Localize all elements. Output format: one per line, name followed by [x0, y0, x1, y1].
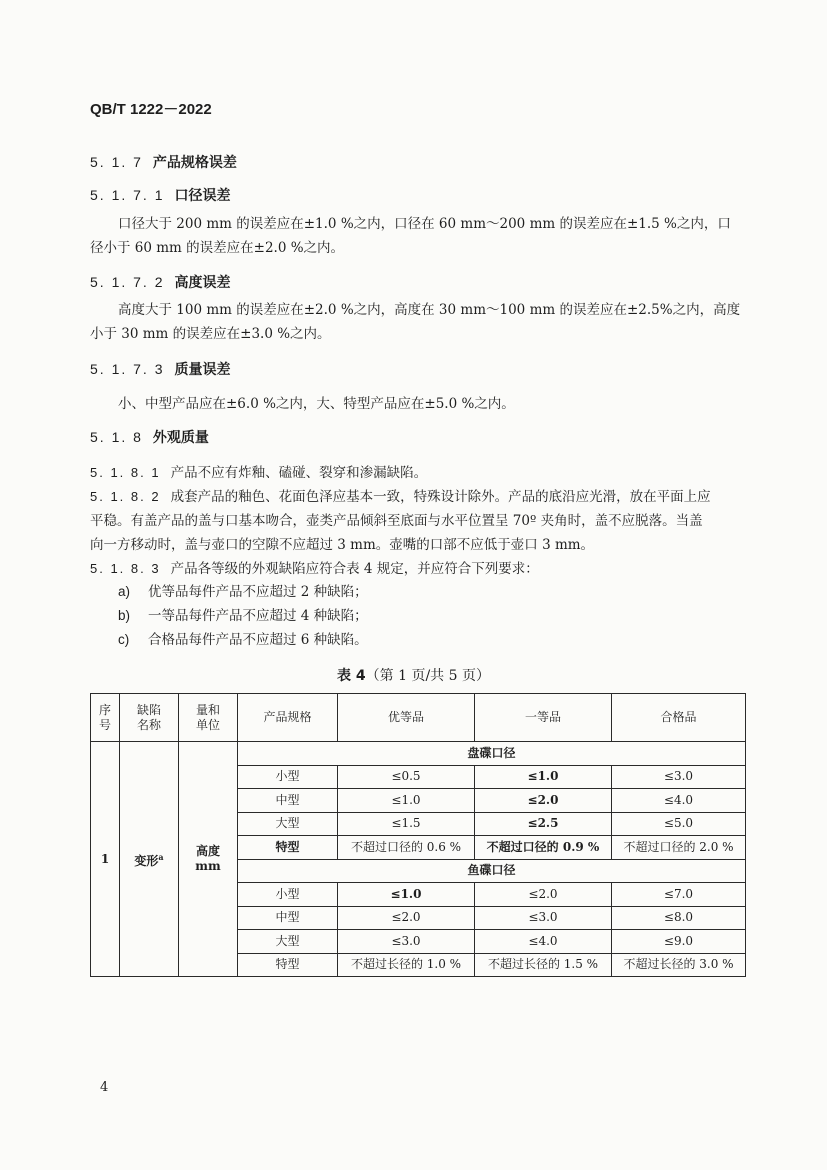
standard-number: QB/T 1222－2022: [90, 101, 212, 118]
cell-grade-premium: ≤1.0: [338, 883, 475, 907]
header-unit: 量和 单位: [179, 694, 238, 742]
cell-grade-first: ≤3.0: [475, 906, 612, 930]
section-heading-5-1-7-2: [90, 272, 230, 292]
cell-size: 特型: [238, 836, 338, 860]
table-caption: [0, 665, 827, 685]
section-label-fish-plate-diameter: 鱼碟口径: [238, 859, 746, 883]
cell-grade-first: ≤4.0: [475, 930, 612, 954]
table-caption-pages: （第 1 页/共 5 页）: [365, 668, 490, 684]
list-text: 合格品每件产品不应超过 6 种缺陷。: [148, 632, 368, 648]
cell-grade-qualified: ≤4.0: [612, 789, 746, 813]
section-heading-5-1-7-1: [90, 185, 230, 205]
header-seq: 序 号: [91, 694, 120, 742]
header-spec: 产品规格: [238, 694, 338, 742]
section-number: 5. 1. 8: [90, 429, 143, 445]
list-item: [118, 580, 368, 600]
list-text: 优等品每件产品不应超过 2 种缺陷；: [148, 584, 368, 600]
paragraph-line: 高度大于 100 mm 的误差应在±2.0 %之内，高度在 30 mm～100 mm 的误差应在±2.5%之内，高度: [118, 302, 741, 318]
section-title: 口径误差: [174, 188, 231, 204]
list-item: [118, 628, 368, 648]
clause-line: 向一方移动时，盖与壶口的空隙不应超过 3 mm。壶嘴的口部不应低于壶口 3 mm。: [90, 537, 595, 553]
cell-grade-premium: ≤0.5: [338, 765, 475, 789]
cell-grade-qualified: 不超过口径的 2.0 %: [612, 836, 746, 860]
cell-grade-first: ≤2.0: [475, 883, 612, 907]
section-number: 5. 1. 7. 2: [90, 274, 165, 290]
table-caption-number: 表 4: [337, 668, 366, 684]
paragraph-line: 口径大于 200 mm 的误差应在±1.0 %之内，口径在 60 mm～200 mm 的误差应在±1.5 %之内，口: [118, 216, 731, 232]
clause-5-1-8-2: [90, 485, 711, 505]
section-number: 5. 1. 7. 3: [90, 361, 165, 377]
section-title: 产品规格误差: [152, 155, 237, 171]
cell-size: 大型: [238, 812, 338, 836]
list-label: b): [118, 608, 131, 623]
clause-number: 5. 1. 8. 3: [90, 561, 161, 576]
header-grade-first: 一等品: [475, 694, 612, 742]
cell-grade-qualified: ≤3.0: [612, 765, 746, 789]
section-number: 5. 1. 7: [90, 154, 143, 170]
cell-grade-first: ≤2.0: [475, 789, 612, 813]
clause-number: 5. 1. 8. 1: [90, 465, 161, 480]
clause-text: 产品不应有炸釉、磕碰、裂穿和渗漏缺陷。: [170, 465, 428, 481]
section-heading-5-1-8: [90, 427, 209, 447]
cell-grade-premium: ≤1.0: [338, 789, 475, 813]
list-item: [118, 604, 368, 624]
section-title: 外观质量: [152, 430, 209, 446]
cell-grade-qualified: ≤5.0: [612, 812, 746, 836]
cell-grade-qualified: ≤7.0: [612, 883, 746, 907]
clause-5-1-8-1: [90, 461, 427, 481]
cell-unit: 高度 mm: [179, 742, 238, 977]
cell-size: 中型: [238, 789, 338, 813]
header-grade-qualified: 合格品: [612, 694, 746, 742]
defect-table: [90, 693, 746, 977]
clause-5-1-8-3: [90, 557, 539, 577]
cell-size: 小型: [238, 883, 338, 907]
cell-grade-first: 不超过长径的 1.5 %: [475, 953, 612, 977]
section-heading-5-1-7-3: [90, 359, 230, 379]
cell-grade-qualified: ≤8.0: [612, 906, 746, 930]
section-number: 5. 1. 7. 1: [90, 187, 165, 203]
cell-grade-first: 不超过口径的 0.9 %: [475, 836, 612, 860]
clause-text: 成套产品的釉色、花面色泽应基本一致，特殊设计除外。产品的底沿应光滑，放在平面上应: [170, 489, 711, 505]
section-title: 高度误差: [174, 275, 231, 291]
cell-grade-premium: 不超过口径的 0.6 %: [338, 836, 475, 860]
cell-size: 特型: [238, 953, 338, 977]
header-grade-premium: 优等品: [338, 694, 475, 742]
list-text: 一等品每件产品不应超过 4 种缺陷；: [148, 608, 368, 624]
section-label-plate-diameter: 盘碟口径: [238, 742, 746, 766]
cell-grade-qualified: ≤9.0: [612, 930, 746, 954]
list-label: a): [118, 584, 131, 599]
cell-grade-premium: 不超过长径的 1.0 %: [338, 953, 475, 977]
header-defect: 缺陷 名称: [120, 694, 179, 742]
cell-grade-premium: ≤3.0: [338, 930, 475, 954]
clause-number: 5. 1. 8. 2: [90, 489, 161, 504]
cell-grade-first: ≤2.5: [475, 812, 612, 836]
cell-defect: 变形$^a$: [120, 742, 179, 977]
cell-grade-qualified: 不超过长径的 3.0 %: [612, 953, 746, 977]
page-number: 4: [100, 1080, 109, 1095]
table-header-row: [91, 694, 746, 742]
section-title: 质量误差: [174, 362, 231, 378]
cell-size: 大型: [238, 930, 338, 954]
cell-grade-first: ≤1.0: [475, 765, 612, 789]
cell-grade-premium: ≤1.5: [338, 812, 475, 836]
paragraph-line: 径小于 60 mm 的误差应在±2.0 %之内。: [90, 240, 345, 256]
cell-grade-premium: ≤2.0: [338, 906, 475, 930]
paragraph-line: 小、中型产品应在±6.0 %之内，大、特型产品应在±5.0 %之内。: [118, 396, 515, 412]
clause-line: 平稳。有盖产品的盖与口基本吻合，壶类产品倾斜至底面与水平位置呈 70º 夹角时，盖不应脱落。当盖: [90, 513, 703, 529]
table-section-row: [91, 742, 746, 766]
cell-size: 中型: [238, 906, 338, 930]
cell-size: 小型: [238, 765, 338, 789]
cell-seq: 1: [91, 742, 120, 977]
list-label: c): [118, 632, 130, 647]
paragraph-line: 小于 30 mm 的误差应在±3.0 %之内。: [90, 326, 331, 342]
section-heading-5-1-7: [90, 152, 237, 172]
clause-text: 产品各等级的外观缺陷应符合表 4 规定，并应符合下列要求：: [170, 561, 539, 577]
